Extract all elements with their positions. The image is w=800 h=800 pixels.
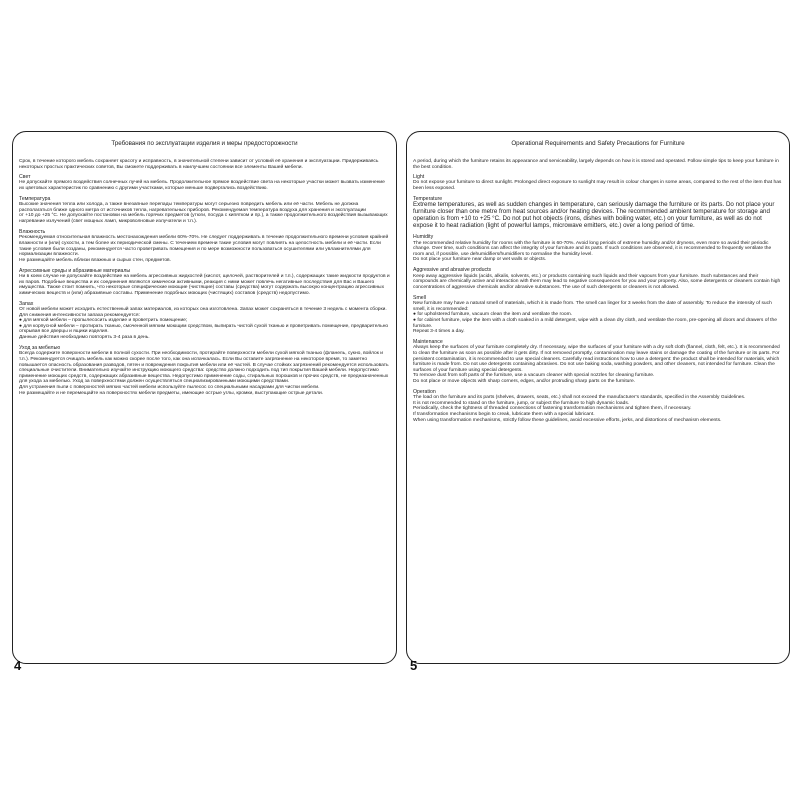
section-heading: Aggressive and abrasive products xyxy=(413,267,492,274)
page-left-intro: Срок, в течение которого мебель сохраняет красоту и исправность, в значительной степени зависит от условий её хранения и эксплуатации. Придерживаясь некоторых простых практических советов, Вы сможете поддерживать в наилучшем состоянии все элементы Вашей мебели. xyxy=(19,159,379,170)
page-number-left: 4 xyxy=(14,658,22,673)
section-heading: Maintenance xyxy=(413,339,443,346)
section-body: Высокие значения тепла или холода, а также внезапные перепады температуры могут серьезно повредить мебель или её части. Мебель не должна располагаться ближе одного метра от источников тепла, нагревательных приборов. Рекомендуемая температура воздуха для хранения и эксплуатации от +10 до +25 °С. Не допускайте постановки на мебель горячих предметов (утюги, посуда с кипятком и пр.), а также продолжительного воздействия вызывающих нагревание излучений (свет мощных ламп, микроволновые излучатели и т.п.). xyxy=(19,202,388,225)
section-heading: Агрессивные среды и абразивные материалы xyxy=(19,267,131,274)
section-operation-en xyxy=(413,389,783,423)
page-right-title: Operational Requirements and Safety Precautions for Furniture xyxy=(511,140,685,147)
section-body: Do not expose your furniture to direct sunlight. Prolonged direct exposure to sunlight may result in colour changes in some areas, compared to the rest of the item that has been less exposed. xyxy=(413,180,782,191)
section-aggressive-en xyxy=(413,267,783,290)
section-smell-en xyxy=(413,295,783,335)
section-maintenance-en xyxy=(413,339,783,384)
section-heading: Свет xyxy=(19,174,31,181)
section-smell-ru xyxy=(19,301,390,341)
section-heading: Уход за мебелью xyxy=(19,345,61,352)
section-temperature-en xyxy=(413,196,783,230)
page-right-sections xyxy=(413,159,783,423)
section-heading: Operation xyxy=(413,389,436,396)
section-light-ru xyxy=(19,174,390,191)
section-humidity-en xyxy=(413,234,783,263)
page-number-right: 5 xyxy=(410,658,418,673)
section-light-en xyxy=(413,174,783,191)
page-left-title: Требования по эксплуатации изделия и меры предосторожности xyxy=(111,140,298,147)
section-humidity-ru xyxy=(19,229,390,263)
page-left xyxy=(12,131,397,664)
page-right xyxy=(406,131,790,664)
section-heading: Light xyxy=(413,174,425,181)
section-body: Рекомендуемая относительная влажность местонахождения мебели 60%-70%. Не следует поддерживать в течение продолжительного времени условия крайней влажности и (или) сухости, а тем более их периодической смены. С течением времени такие условия могут повлиять на целостность мебели и её части. Если такие условия были созданы, рекомендуется часто проветривать помещения и по мере возможности пользоваться осушителями или увлажнителями для нормализации влажности. Не размещайте мебель вблизи влажных и сырых стен, предметов. xyxy=(19,235,389,263)
section-body: The recommended relative humidity for rooms with the furniture is 60-70%. Avoid long periods of extreme humidity and/or dryness, even more so avoid their periodic change. Over time, such conditions can affect the integrity of your furniture and its parts. If such conditions are observed, it is recommended to frequently ventilate the room and, if possible, use dehumidifiers/humidifiers to normalise the humidity level. Do not place your furniture near damp or wet walls or objects. xyxy=(413,240,772,263)
section-body: Ни в коем случае не допускайте воздействие на мебель агрессивных жидкостей (кислот, щелочей, растворителей и т.п.), содержащих такие жидкости продуктов и их паров. Подобные вещества и их соединения являются химически активными, реакция с ними может повлечь негативные последствия для Вас и Вашего имущества. Также стоит помнить, что некоторые специфические моющие (чистящие) составы (средства) могут содержать высокую концентрацию агрессивных химических веществ и (или) абразивные составы. Применение подобных моющих (чистящих) составов (средств) недопустимо. xyxy=(19,274,390,296)
section-heading: Smell xyxy=(413,294,426,301)
section-body: Always keep the surfaces of your furniture completely dry. If necessary, wipe the surfaces of your furniture with a dry soft cloth (flannel, cloth, felt, etc.). It is recommended to clean the furniture as soon as possible after it gets dirty. If not removed promptly, contamination may leave stains or damage the coating of the furniture or its parts. For persistent contamination, it is recommended to use special cleaners. Carefully read instructions how to use a detergent: the product shall be intended for materials, which furniture is made from. Do not use detergents containing abrasives. Do not use baking soda, washing powders, and other cleaners, not intended for furniture. Clean the surfaces of your furniture using special detergents. To remove dust from soft parts of the furniture, use a vacuum cleaner with special nozzles for cleaning furniture. Do not place or move objects with sharp corners, edges, and/or protruding sharp parts on the furniture. xyxy=(413,345,780,384)
section-body: Не допускайте прямого воздействия солнечных лучей на мебель. Продолжительное прямое воздействие света на некоторые участки может вызвать изменение их цветовых характеристик по сравнению с другими участками, которые меньше подвергались воздействию. xyxy=(19,180,385,191)
section-heading: Влажность xyxy=(19,229,46,236)
section-body: Extreme temperatures, as well as sudden changes in temperature, can seriously damage the furniture or its parts. Do not place your furniture closer than one metre from heat sources and/or heating devices. The recommended ambient temperature for storage and operation is from +10 to +25 °C. Do not put hot objects (irons, dishes with boiling water, etc.) on your furniture, as well as do not expose it to heat radiation (light of powerful lamps, microwave emitters, etc.) over a long period of time. xyxy=(413,201,775,229)
page-left-sections xyxy=(19,159,390,396)
section-heading: Запах xyxy=(19,300,34,307)
section-aggressive-ru xyxy=(19,268,390,297)
section-heading: Temperature xyxy=(413,196,443,203)
section-body: New furniture may have a natural smell of materials, which it is made from. The smell can linger for 3 weeks from the date of assembly. To reduce the intensity of such smell, it is recommended: ● for upholstered furniture, vacuum clean the item and ventilate the room. ● for cabinet furniture, wipe the item with a cloth soaked in a mild detergent, wipe with a clean dry cloth, and ventilate the room, pre-opening all doors and drawers of the furniture. Repeat 3-4 times a day. xyxy=(413,301,777,335)
section-body: The load on the furniture and its parts (shelves, drawers, seats, etc.) shall not exceed the manufacturer's standards, specified in the Assembly Guidelines. It is not recommended to stand on the furniture, jump, or subject the furniture to high dynamic loads. Periodically, check the tightness of threaded connections of fastening transformation mechanisms and tighten them, if necessary. If transformation mechanisms begin to creak, lubricate them with a special lubricant. When using transformation mechanisms, strictly follow these guidelines, avoid excessive efforts, jerks, and distortions of mechanism elements. xyxy=(413,395,746,423)
section-temperature-ru xyxy=(19,196,390,225)
section-heading: Температура xyxy=(19,196,51,203)
page-left-content xyxy=(19,140,390,657)
page-right-content xyxy=(413,140,783,657)
section-body: Keep away aggressive liquids (acids, alkalis, solvents, etc.) or products containing such liquids and their vapours from your furniture. Such substances and their compounds are chemically active and interaction with them may lead to negative consequences for you and your property. Also, some detergents or cleaners contain high concentrations of aggressive chemicals and/or abrasive substances. The use of such detergents or cleaners is not allowed. xyxy=(413,273,781,290)
section-care-ru xyxy=(19,345,390,396)
section-heading: Humidity xyxy=(413,234,434,241)
page-right-intro: A period, during which the furniture retains its appearance and serviceability, largely depends on how it is stored and operated. Follow simple tips to keep your furniture in the best condition. xyxy=(413,159,779,170)
section-body: От новой мебели может исходить естественный запах материалов, из которых она изготовлена. Запах может сохраняться в течение 3 недель с момента сборки. Для снижения интенсивности запаха рекомендуется: ● для мягкой мебели – пропылесосить изделие и проветрить помещение; ● для корпусной мебели – протирать тканью, смоченной мягким моющим средством, выпирать чистой сухой тканью и проветривать помещение, предварительно открывая все дверцы и ящики изделия. Данные действия необходимо повторять 3-4 раза в день. xyxy=(19,307,389,341)
section-body: Всегда содержите поверхности мебели в полной сухости. При необходимости, протирайте поверхности мебели сухой мягкой тканью (фланель, сукно, войлок и т.п.). Рекомендуется очищать мебель как можно скорее после того, как она испачкалась. Если Вы оставите загрязнение на некоторое время, то заметно повышается опасность образования разводов, пятен и повреждения покрытия мебели или её частей. В случае стойких загрязнений рекомендуется использовать специальные очистители. Внимательно изучайте инструкцию моющего средства: средство должно подходить под тип покрытия Вашей мебели. Недопустимо применение моющих средств, содержащих абразивные вещества. Недопустимо применение соды, стиральных порошков и прочих средств, не предназначенных для ухода за мебелью. Уход за поверхностями должен осуществляться специализированными моющими средствами. Для устранения пыли с поверхностей мягких частей мебели используйте пылесос со специальными насадками для чистки мебели. Не размещайте и не перемещайте на поверхностях мебели предметы, имеющие острые углы, кромки, выступающие острые детали. xyxy=(19,351,389,396)
